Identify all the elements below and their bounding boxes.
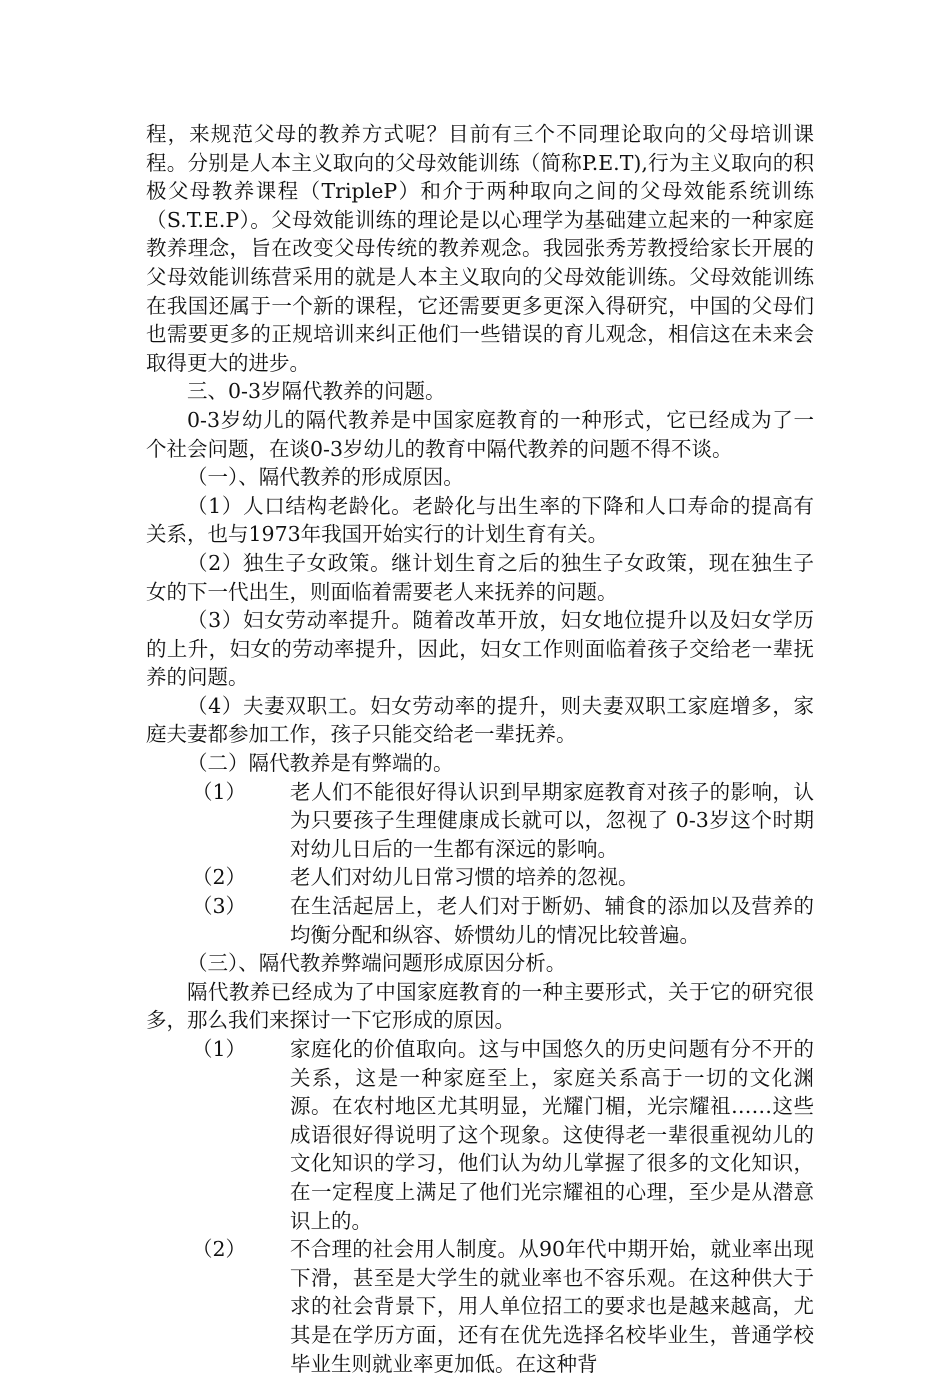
subsection-heading-two: （二）隔代教养是有弊端的。	[187, 751, 454, 776]
list-item	[146, 778, 814, 864]
paragraph-cause-women-labor: （3）妇女劳动率提升。随着改革开放，妇女地位提升以及妇女学历的上升，妇女的劳动率提升，因此，妇女工作则面临着孩子交给老一辈抚养的问题。	[146, 608, 814, 690]
list-item	[146, 1235, 814, 1378]
list-item-text: 老人们对幼儿日常习惯的培养的忽视。	[290, 865, 639, 890]
list-item	[146, 892, 814, 949]
paragraph-cause-one-child: （2）独生子女政策。继计划生育之后的独生子女政策，现在独生子女的下一代出生，则面临着需要老人来抚养的问题。	[146, 550, 814, 604]
list-item-text: 老人们不能很好得认识到早期家庭教育对孩子的影响，认为只要孩子生理健康成长就可以，忽视了 0-3岁这个时期对幼儿日后的一生都有深远的影响。	[290, 779, 814, 861]
list-item-number: （3）	[192, 894, 247, 919]
subsection-heading-one: （一）、隔代教养的形成原因。	[187, 465, 464, 490]
list-item	[146, 1035, 814, 1235]
list-item-number: （2）	[192, 865, 247, 890]
paragraph-cause-aging: （1）人口结构老龄化。老龄化与出生率的下降和人口寿命的提高有关系，也与1973年我国开始实行的计划生育有关。	[146, 493, 814, 547]
paragraph-parent-training: 程，来规范父母的教养方式呢？目前有三个不同理论取向的父母培训课程。分别是人本主义取向的父母效能训练（简称P.E.T),行为主义取向的积极父母教养课程（TripleP）和介于两种取向之间的父母效能系统训练（S.T.E.P）。父母效能训练的理论是以心理学为基础建立起来的一种家庭教养理念，旨在改变父母传统的教养观念。我园张秀芳教授给家长开展的父母效能训练营采用的就是人本主义取向的父母效能训练。父母效能训练在我国还属于一个新的课程，它还需要更多更深入得研究，中国的父母们也需要更多的正规培训来纠正他们一些错误的育儿观念，相信这在未来会取得更大的进步。	[146, 122, 814, 375]
section-heading-three: 三、0-3岁隔代教养的问题。	[187, 379, 446, 404]
paragraph-intro-grandparenting: 0-3岁幼儿的隔代教养是中国家庭教育的一种形式，它已经成为了一个社会问题，在谈0-3岁幼儿的教育中隔代教养的问题不得不谈。	[146, 407, 814, 461]
list-item-text: 不合理的社会用人制度。从90年代中期开始，就业率出现下滑，甚至是大学生的就业率也不容乐观。在这种供大于求的社会背景下，用人单位招工的要求也是越来越高，尤其是在学历方面，还有在优先选择名校毕业生，普通学校毕业生则就业率更加低。在这种背	[290, 1237, 814, 1376]
list-item-text: 在生活起居上，老人们对于断奶、辅食的添加以及营养的均衡分配和纵容、娇惯幼儿的情况比较普遍。	[290, 894, 814, 947]
paragraph-analysis-intro: 隔代教养已经成为了中国家庭教育的一种主要形式，关于它的研究很多，那么我们来探讨一下它形成的原因。	[146, 979, 814, 1033]
list-item-number: （2）	[192, 1237, 247, 1262]
list-item-number: （1）	[192, 779, 247, 804]
document-body	[146, 120, 814, 1378]
subsection-heading-three: （三）、隔代教养弊端问题形成原因分析。	[187, 951, 567, 976]
paragraph-cause-dual-income: （4）夫妻双职工。妇女劳动率的提升，则夫妻双职工家庭增多，家庭夫妻都参加工作，孩子只能交给老一辈抚养。	[146, 693, 814, 747]
list-item	[146, 863, 814, 892]
list-item-number: （1）	[192, 1037, 247, 1061]
list-item-text: 家庭化的价值取向。这与中国悠久的历史问题有分不开的关系，这是一种家庭至上，家庭关系高于一切的文化渊源。在农村地区尤其明显，光耀门楣，光宗耀祖……这些成语很好得说明了这个现象。这使得老一辈很重视幼儿的文化知识的学习，他们认为幼儿掌握了很多的文化知识，在一定程度上满足了他们光宗耀祖的心理，至少是从潜意识上的。	[290, 1037, 814, 1233]
